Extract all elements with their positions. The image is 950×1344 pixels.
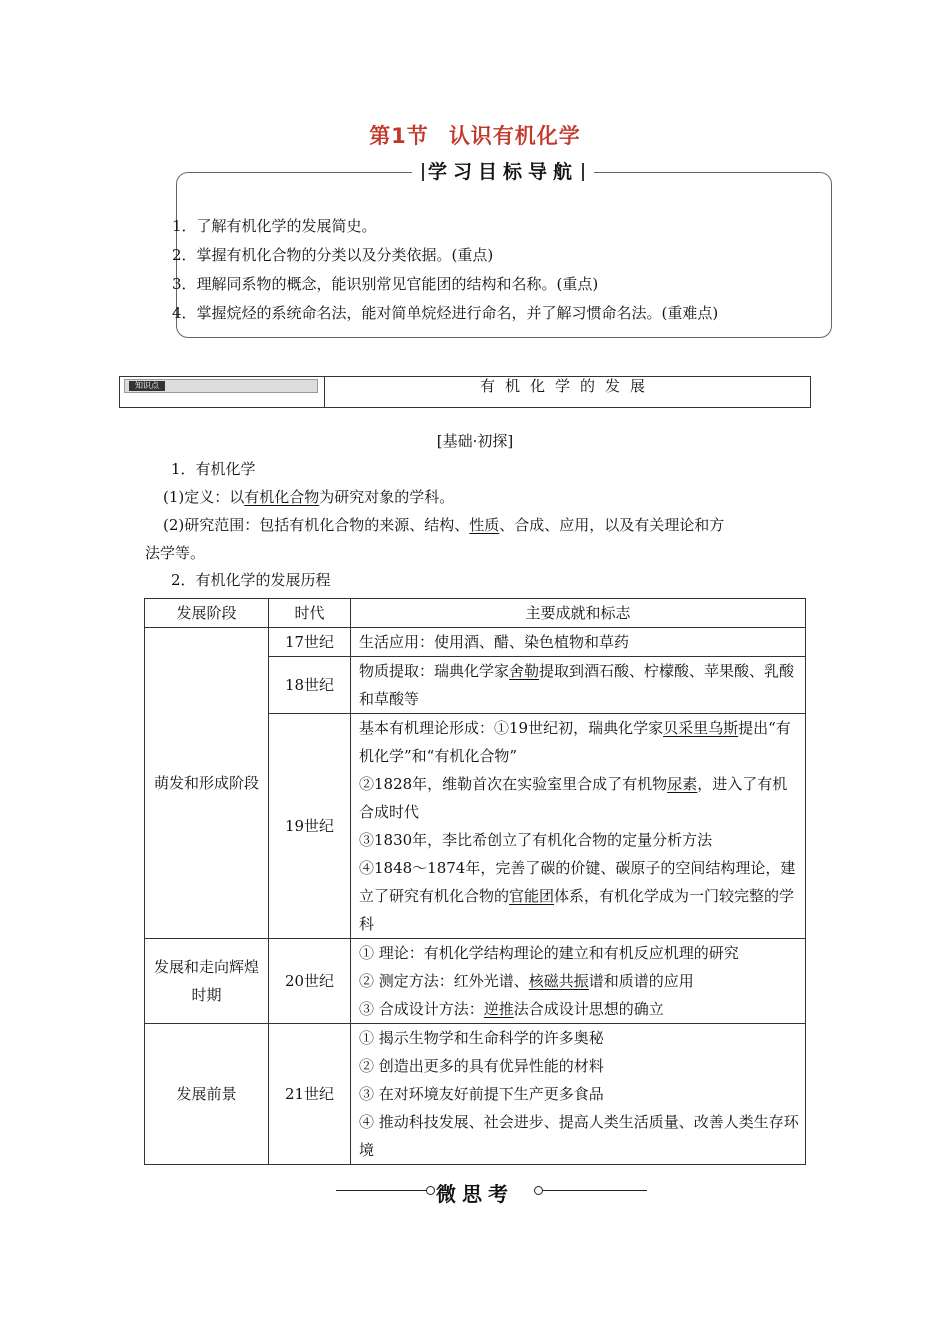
page-title xyxy=(0,120,950,150)
stage-cell: 萌发和形成阶段 xyxy=(145,628,269,939)
section-tag-label: 知识点 xyxy=(129,381,165,391)
era-cell: 21世纪 xyxy=(269,1024,351,1165)
cell-line xyxy=(359,967,799,995)
section-banner-title: 有机化学的发展 xyxy=(479,377,655,395)
table-row xyxy=(145,1024,806,1165)
era-cell: 18世纪 xyxy=(269,657,351,714)
cell-text: 提取到酒石酸、柠檬酸、苹果酸、乳酸和草酸等 xyxy=(359,662,795,708)
cell-underline: 逆推 xyxy=(483,1000,514,1018)
achievement-cell: 生活应用：使用酒、醋、染色植物和草药 xyxy=(351,628,806,657)
micro-thinking-heading: 微思考 xyxy=(436,1182,514,1206)
section-tag xyxy=(124,379,318,393)
objective-item: 3．理解同系物的概念，能识别常见官能团的结构和名称。(重点) xyxy=(172,275,599,293)
section-title: 认识有机化学 xyxy=(448,124,581,148)
scope-text-end: 、合成、应用，以及有关理论和方 xyxy=(499,516,725,534)
objectives-header xyxy=(412,157,594,184)
cell-text: ②1828年，维勒首次在实验室里合成了有机物 xyxy=(359,775,668,793)
heading-organic-chem: 1．有机化学 xyxy=(171,460,256,478)
era-cell: 19世纪 xyxy=(269,714,351,939)
era-cell: 17世纪 xyxy=(269,628,351,657)
cell-line xyxy=(359,714,799,770)
basic-label: [基础·初探] xyxy=(436,432,514,450)
definition-text-end: 为研究对象的学科。 xyxy=(319,488,455,506)
cell-line: ③1830年，李比希创立了有机化合物的定量分析方法 xyxy=(359,831,713,849)
scope-text-line2: 法学等。 xyxy=(145,544,206,562)
cell-text: 谱和质谱的应用 xyxy=(588,972,694,990)
era-cell: 20世纪 xyxy=(269,939,351,1024)
cell-text: ② 测定方法：红外光谱、 xyxy=(359,972,529,990)
stage-cell: 发展和走向辉煌时期 xyxy=(145,939,269,1024)
cell-line: ③ 在对环境友好前提下生产更多食品 xyxy=(359,1085,604,1103)
table-header: 时代 xyxy=(269,599,351,628)
definition-underline: 有机化合物 xyxy=(244,488,320,506)
objective-item: 2．掌握有机化合物的分类以及分类依据。(重点) xyxy=(172,246,494,264)
history-table xyxy=(144,598,806,1165)
cell-text: 物质提取：瑞典化学家 xyxy=(359,662,510,680)
cell-text: 基本有机理论形成：①19世纪初，瑞典化学家 xyxy=(359,719,664,737)
footer-dot-right xyxy=(534,1186,543,1195)
table-row xyxy=(145,939,806,1024)
stage-cell: 发展前景 xyxy=(145,1024,269,1165)
objective-item: 4．掌握烷烃的系统命名法，能对简单烷烃进行命名，并了解习惯命名法。(重难点) xyxy=(172,304,719,322)
cell-text: 体系，有机化学成为一门较完整的学科 xyxy=(359,887,795,933)
table-header-row xyxy=(145,599,806,628)
cell-underline: 核磁共振 xyxy=(528,972,589,990)
section-number: 第1节 xyxy=(369,124,429,148)
cell-line: ② 创造出更多的具有优异性能的材料 xyxy=(359,1057,604,1075)
cell-text: ，进入了有机合成时代 xyxy=(359,775,788,821)
heading-history: 2．有机化学的发展历程 xyxy=(171,571,331,589)
objective-item: 1．了解有机化学的发展简史。 xyxy=(172,217,377,235)
cell-text: 提出“有机化学”和“有机化合物” xyxy=(359,719,791,765)
definition-paragraph xyxy=(145,483,815,511)
cell-line xyxy=(359,854,799,938)
cell-line: ① 揭示生物学和生命科学的许多奥秘 xyxy=(359,1029,604,1047)
cell-line xyxy=(359,995,799,1023)
objectives-header-label: 学习目标导航 xyxy=(428,161,579,183)
footer-rule-right xyxy=(543,1190,647,1191)
table-row xyxy=(145,628,806,657)
scope-paragraph xyxy=(145,511,815,567)
achievement-cell xyxy=(351,714,806,939)
achievement-cell xyxy=(351,939,806,1024)
cell-underline: 尿素 xyxy=(667,775,698,793)
definition-text: (1)定义：以 xyxy=(163,488,245,506)
cell-line: ① 理论：有机化学结构理论的建立和有机反应机理的研究 xyxy=(359,944,739,962)
cell-line xyxy=(359,770,799,826)
cell-underline: 贝采里乌斯 xyxy=(663,719,739,737)
cell-underline: 官能团 xyxy=(509,887,555,905)
scope-text: (2)研究范围：包括有机化合物的来源、结构、 xyxy=(163,516,470,534)
achievement-cell xyxy=(351,657,806,714)
scope-underline: 性质 xyxy=(469,516,500,534)
cell-text: ④1848～1874年，完善了碳的价键、碳原子的空间结构理论，建立了研究有机化合物的 xyxy=(359,859,796,905)
cell-line: ④ 推动科技发展、社会进步、提高人类生活质量、改善人类生存环境 xyxy=(359,1113,799,1159)
objectives-list xyxy=(172,212,812,328)
cell-text: ③ 合成设计方法： xyxy=(359,1000,484,1018)
table-header: 发展阶段 xyxy=(145,599,269,628)
cell-text: 法合成设计思想的确立 xyxy=(513,1000,664,1018)
table-header: 主要成就和标志 xyxy=(351,599,806,628)
achievement-cell xyxy=(351,1024,806,1165)
cell-underline: 舍勒 xyxy=(509,662,540,680)
